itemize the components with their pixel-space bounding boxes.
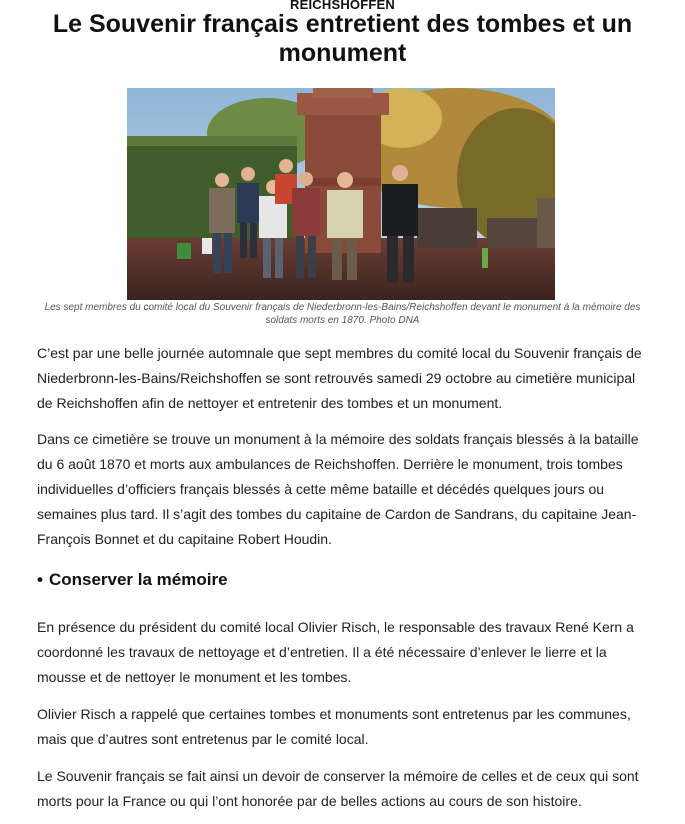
photo-caption: Les sept membres du comité local du Souvenir français de Niederbronn-les-Bains/Reichshoffen devant le monument à la mémoire des soldats morts en 1870. Photo DNA xyxy=(44,302,641,326)
section-title-text: Conserver la mémoire xyxy=(48,570,228,589)
paragraph-duty: Le Souvenir français se fait ainsi un devoir de conserver la mémoire de celles et de ceux qui sont morts pour la France ou qui l’ont honorée par de belles actions au cours de son histoire. xyxy=(37,768,639,809)
paragraph-intro: C’est par une belle journée automnale que sept membres du comité local du Souvenir français de Niederbronn-les-Bains/Reichshoffen se sont retrouvés samedi 29 octobre au cimetière municipal de Reichshoffen afin de nettoyer et entretenir des tombes et un monument. xyxy=(37,345,642,411)
paragraph-works: En présence du président du comité local Olivier Risch, le responsable des travaux René Kern a coordonné les travaux de nettoyage et d’entretien. Il a été nécessaire d’enlever le lierre et la mousse et de nettoyer le monument et les tombes. xyxy=(37,619,634,685)
paragraph-maintenance: Olivier Risch a rappelé que certaines tombes et monuments sont entretenus par les communes, mais que d’autres sont entretenus par le comité local. xyxy=(37,706,631,747)
section-title xyxy=(37,570,649,590)
section-bullet: • xyxy=(37,570,43,589)
article-headline: Le Souvenir français entretient des tombes et un monument xyxy=(52,10,633,67)
article-photo xyxy=(127,88,555,300)
paragraph-monument: Dans ce cimetière se trouve un monument à la mémoire des soldats français blessés à la bataille du 6 août 1870 et morts aux ambulances de Reichshoffen. Derrière le monument, trois tombes individuelles d’officiers français blessés à cette même bataille et décédés quelques jours ou semaines plus tard. Il s’agit des tombes du capitaine de Cardon de Sandrans, du capitaine Jean-François Bonnet et du capitaine Robert Houdin. xyxy=(37,431,639,547)
article-kicker: REICHSHOFFEN xyxy=(290,0,395,12)
